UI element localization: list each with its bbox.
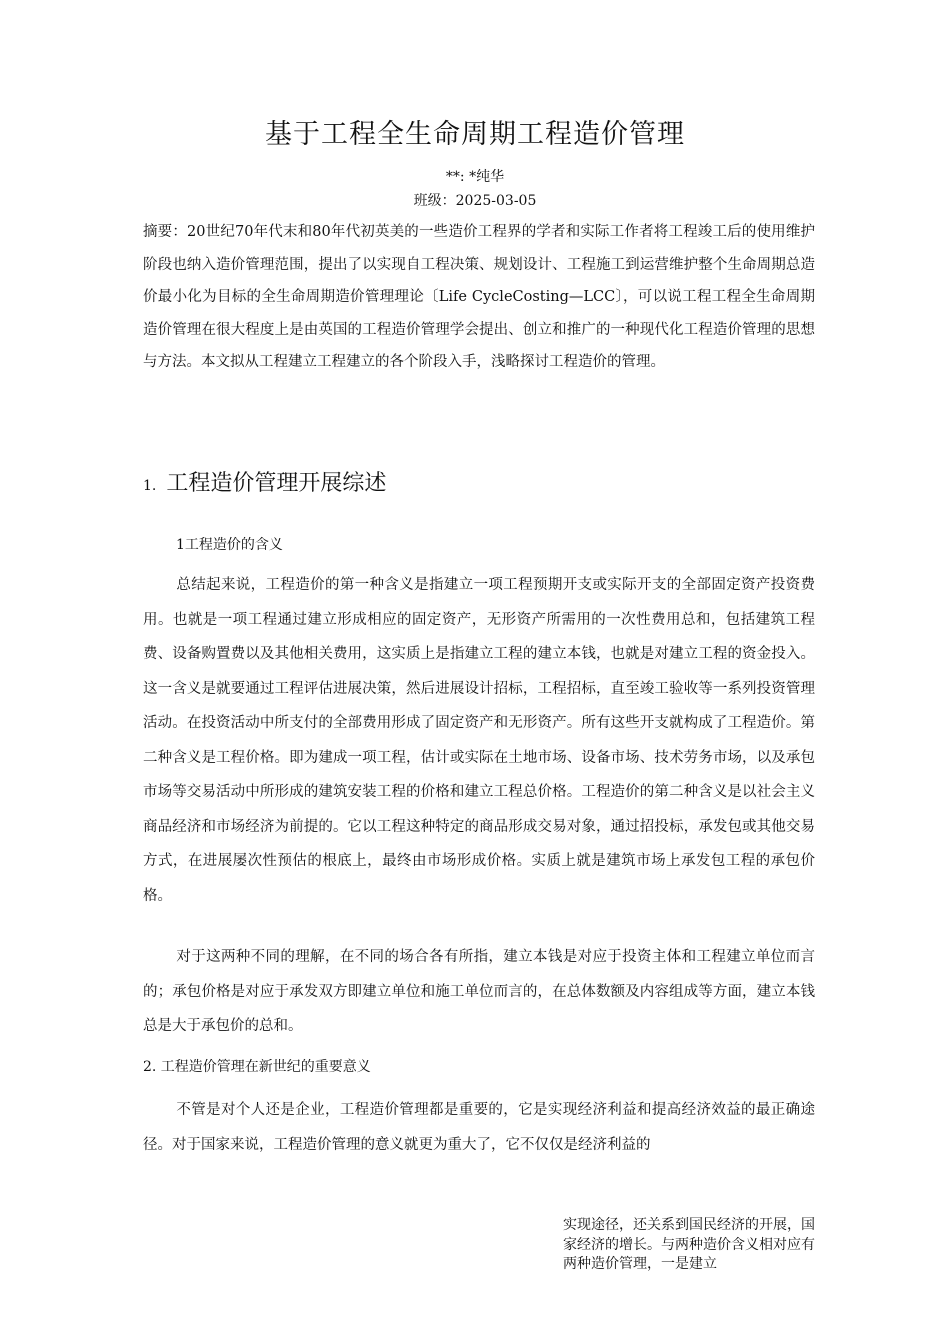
document-title: 基于工程全生命周期工程造价管理 bbox=[265, 119, 685, 150]
body-paragraph-1 bbox=[143, 568, 815, 913]
subsection-heading: 1工程造价的含义 bbox=[176, 537, 283, 553]
section-1-number: 1. bbox=[143, 478, 157, 494]
body-paragraph-1-text: 总结起来说，工程造价的第一种含义是指建立一项工程预期开支或实际开支的全部固定资产投资费用。也就是一项工程通过建立形成相应的固定资产，无形资产所需用的一次性费用总和，包括建筑工程费、设备购置费以及其他相关费用，这实质上是指建立工程的建立本钱，也就是对建立工程的资金投入。这一含义是就要通过工程评估进展决策，然后进展设计招标，工程招标，直至竣工验收等一系列投资管理活动。在投资活动中所支付的全部费用形成了固定资产和无形资产。所有这些开支就构成了工程造价。第二种含义是工程价格。即为建成一项工程，估计或实际在土地市场、设备市场、技术劳务市场，以及承包市场等交易活动中所形成的建筑安装工程的价格和建立工程总价格。工程造价的第二种含义是以社会主义商品经济和市场经济为前提的。它以工程这种特定的商品形成交易对象，通过招投标，承发包或其他交易方式，在进展屡次性预估的根底上，最终由市场形成价格。实质上就是建筑市场上承发包工程的承包价格。 bbox=[143, 577, 815, 904]
section-2-heading: 2. 工程造价管理在新世纪的重要意义 bbox=[143, 1059, 371, 1075]
floating-text-block: 实现途径，还关系到国民经济的开展，国家经济的增长。与两种造价含义相对应有两种造价管理，一是建立 bbox=[563, 1217, 815, 1272]
section-1-title: 工程造价管理开展综述 bbox=[166, 471, 387, 496]
body-paragraph-2 bbox=[143, 940, 815, 1044]
body-paragraph-2-text: 对于这两种不同的理解，在不同的场合各有所指，建立本钱是对应于投资主体和工程建立单位而言的；承包价格是对应于承发双方即建立单位和施工单位而言的，在总体数额及内容组成等方面，建立本钱总是大于承包价的总和。 bbox=[143, 949, 815, 1034]
section-1-heading bbox=[143, 466, 386, 497]
author-line: **: *纯华 bbox=[445, 169, 505, 185]
class-date-line: 班级：2025-03-05 bbox=[413, 193, 537, 209]
body-paragraph-3-text: 不管是对个人还是企业，工程造价管理都是重要的，它是实现经济利益和提高经济效益的最正确途径。对于国家来说，工程造价管理的意义就更为重大了，它不仅仅是经济利益的 bbox=[143, 1102, 815, 1153]
abstract-paragraph: 摘要：20世纪70年代末和80年代初英美的一些造价工程界的学者和实际工作者将工程竣工后的使用维护阶段也纳入造价管理范围，提出了以实现自工程决策、规划设计、工程施工到运营维护整个生命周期总造价最小化为目标的全生命周期造价管理理论〔Life CycleCosting—LCC〕，可以说工程工程全生命周期造价管理在很大程度上是由英国的工程造价管理学会提出、创立和推广的一种现代化工程造价管理的思想与方法。本文拟从工程建立工程建立的各个阶段入手，浅略探讨工程造价的管理。 bbox=[143, 224, 815, 370]
body-paragraph-3 bbox=[143, 1093, 815, 1162]
